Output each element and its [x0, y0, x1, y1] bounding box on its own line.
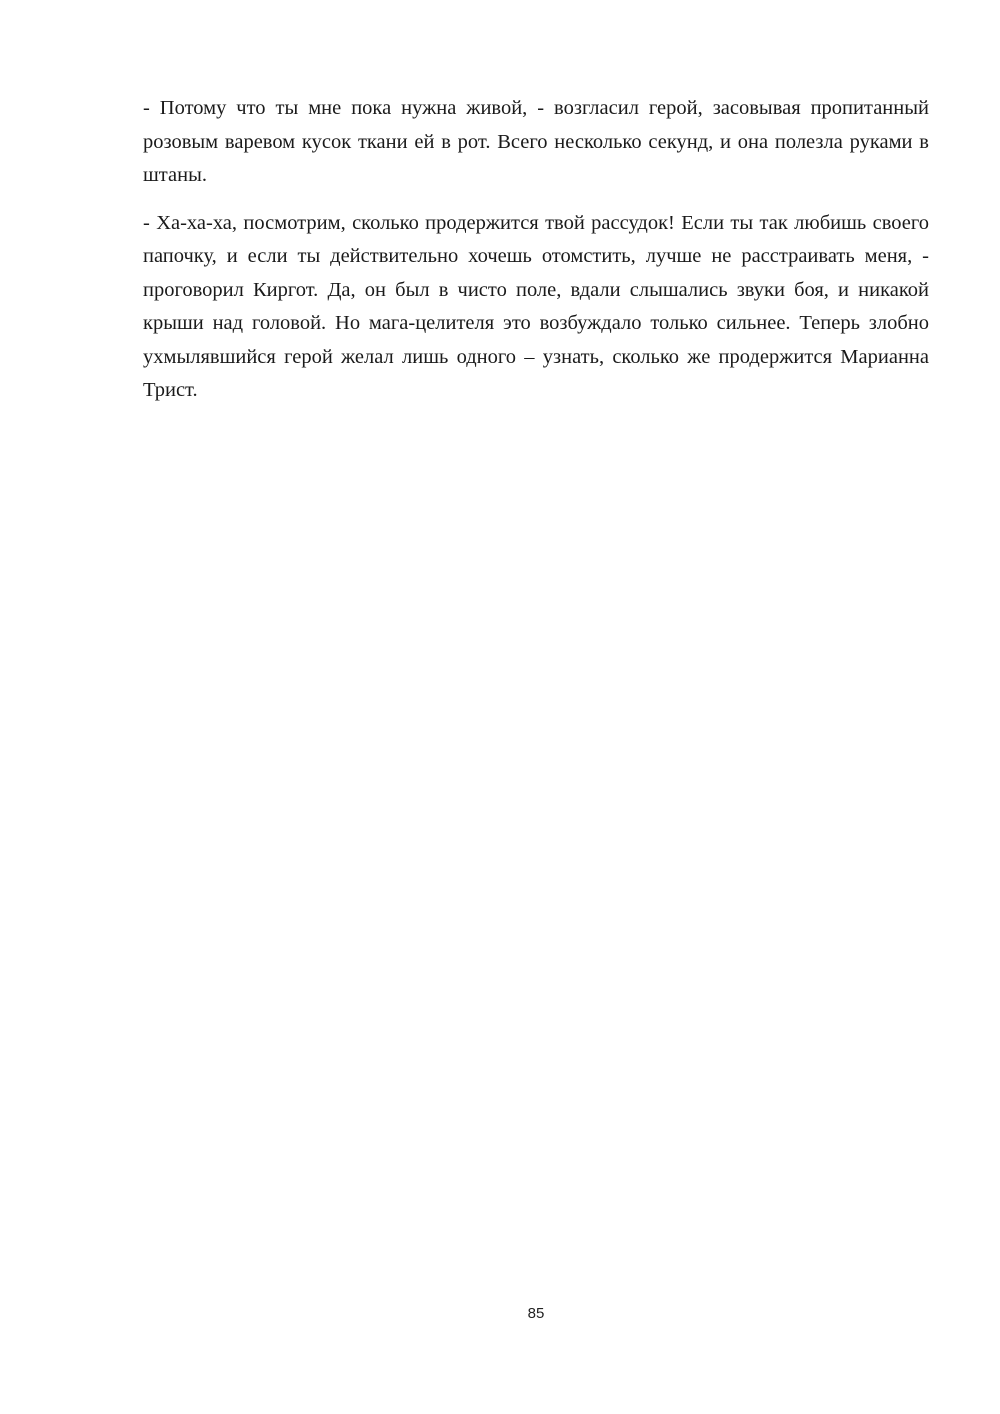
paragraph: - Ха-ха-ха, посмотрим, сколько продержится твой рассудок! Если ты так любишь своего папочку, и если ты действительно хочешь отомстить, лучше не расстраивать меня, - проговорил Киргот. Да, он был в чисто поле, вдали слышались звуки боя, и никакой крыши над головой. Но мага-целителя это возбуждало только сильнее. Теперь злобно ухмылявшийся герой желал лишь одного – узнать, сколько же продержится Марианна Трист.: [143, 211, 929, 401]
text-block: [143, 92, 929, 422]
paragraph: - Потому что ты мне пока нужна живой, - возгласил герой, засовывая пропитанный розовым варевом кусок ткани ей в рот. Всего несколько секунд, и она полезла руками в штаны.: [143, 97, 929, 186]
page-number: 85: [527, 1305, 545, 1322]
